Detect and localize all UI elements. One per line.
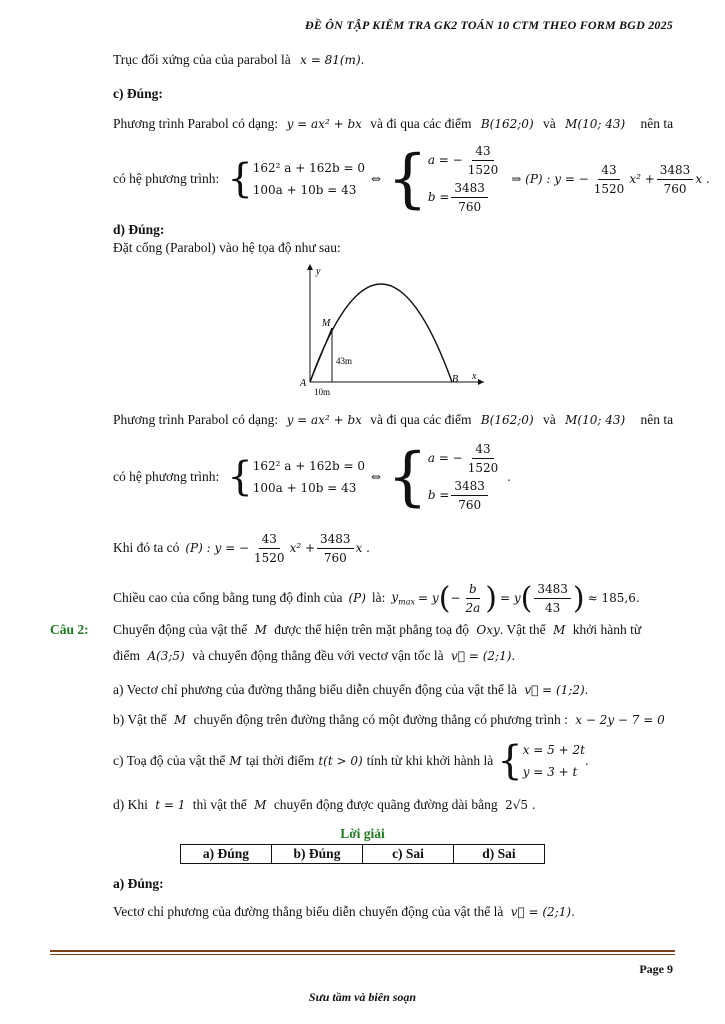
p-equation-line: Khi đó ta có (P) : y = − $\frac{43}{1520}$ x² + $\frac{3483}{760}$ x . — [113, 531, 370, 565]
d-system: có hệ phương trình: { 162² a + 162b = 0 100a + 10b = 43 ⇔ { a = − $\frac{43}{1520}$ b = $\frac{3483}{760}$ . — [113, 440, 512, 514]
option-a: a) Vectơ chỉ phương của đường thẳng biểu diễn chuyển động của vật thể là v⃗ = (1;2). — [113, 682, 589, 697]
a-label: A — [300, 378, 307, 389]
footer-rule — [50, 950, 675, 952]
d-parabola-line: Phương trình Parabol có dạng: y = ax² + bx và đi qua các điểm B(162;0) và M(10; 43) nên ta — [113, 412, 674, 427]
footer-rule-thin — [50, 954, 675, 955]
page-header: ĐỀ ÔN TẬP KIỂM TRA GK2 TOÁN 10 CTM THEO FORM BGD 2025 — [305, 18, 673, 32]
axis-line: Trục đối xứng của của parabol là x = 81(m). — [113, 52, 365, 67]
solution-a-text: Vectơ chỉ phương của đường thẳng biểu diễn chuyển động của vật thể là v⃗ = (2;1). — [113, 904, 575, 919]
b-label: B — [452, 374, 459, 385]
answer-b: b) Đúng — [272, 845, 363, 864]
c-title: c) Đúng: — [113, 86, 163, 101]
option-c: c) Toạ độ của vật thể M tại thời điểm t(t > 0) tính từ khi khởi hành là { x = 5 + 2t y = 3 + t . — [113, 738, 589, 784]
c-parabola-line: Phương trình Parabol có dạng: y = ax² + bx và đi qua các điểm B(162;0) và M(10; 43) nên ta — [113, 116, 674, 131]
m-label: M — [322, 318, 331, 329]
answer-d: d) Sai — [454, 845, 545, 864]
question-label: Câu 2: — [50, 622, 89, 637]
y-label: y — [316, 266, 321, 277]
question-line-1: Chuyển động của vật thể M được thể hiện trên mặt phẳng toạ độ Oxy. Vật thể M khởi hành từ — [113, 622, 642, 637]
axis-equation: x = 81(m). — [300, 53, 365, 67]
x-label: x — [472, 371, 477, 382]
d-title: d) Đúng: — [113, 222, 165, 237]
answer-a: a) Đúng — [181, 845, 272, 864]
question-line-2: điểm A(3;5) và chuyển động thẳng đều với vectơ vận tốc là v⃗ = (2;1). — [113, 648, 516, 663]
c-system: có hệ phương trình: { 162² a + 162b = 0 100a + 10b = 43 ⇔ { a = − $\frac{43}{1520}$ b = $\frac{3483}{760}$ ⇒ (P) : y = − $\frac{43}{1520}$ x² + $\frac{3483}{760}$ x . — [113, 142, 710, 216]
width-label: 10m — [314, 387, 331, 397]
answer-table — [180, 844, 545, 864]
parabola-figure — [292, 262, 492, 400]
parabola-curve — [310, 284, 452, 382]
segment-am — [310, 328, 332, 382]
option-d: d) Khi t = 1 thì vật thể M chuyển động được quãng đường dài bằng 2√5 . — [113, 797, 536, 812]
page-number: Page 9 — [639, 962, 673, 976]
solution-heading: Lời giải — [340, 826, 385, 841]
height-label: 43m — [336, 356, 353, 366]
answer-c: c) Sai — [363, 845, 454, 864]
footer-text: Sưu tầm và biên soạn — [308, 990, 417, 1004]
place-arch-text: Đặt cổng (Parabol) vào hệ tọa độ như sau: — [113, 240, 341, 255]
solution-a-title: a) Đúng: — [113, 876, 164, 891]
height-line-text: Chiều cao của cổng bằng tung độ đỉnh của (P) là: $y_{max}$ = y ( − $\frac{b}{2a}$ ) = y ( $\frac{3483}{43}$ ) ≈ 185,6. — [113, 580, 640, 616]
option-b: b) Vật thể M chuyển động trên đường thẳng có một đường thẳng có phương trình : x − 2y − 7 = 0 — [113, 712, 665, 727]
